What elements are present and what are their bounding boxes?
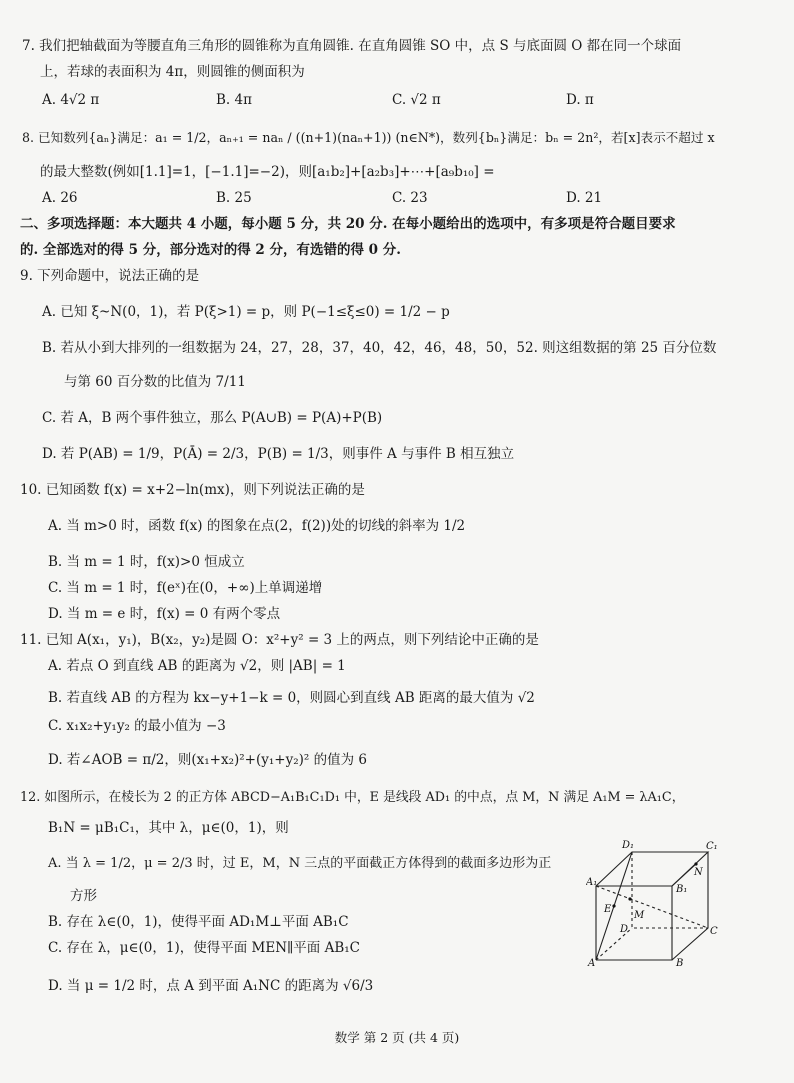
q9-option-d: D. 若 P(AB) = 1/9，P(Ā) = 2/3，P(B) = 1/3，则事件 A 与事件 B 相互独立 [42, 446, 515, 462]
q12-option-d: D. 当 μ = 1/2 时，点 A 到平面 A₁NC 的距离为 √6/3 [48, 978, 374, 994]
q7-option-a: A. 4√2 π [42, 92, 100, 108]
section2-line1: 二、多项选择题：本大题共 4 小题，每小题 5 分，共 20 分. 在每小题给出的选项中，有多项是符合题目要求 [20, 216, 676, 232]
q12-line2: B₁N = μB₁C₁，其中 λ，μ∈(0，1)，则 [48, 820, 289, 836]
q7-option-c: C. √2 π [392, 92, 441, 108]
q8-option-a: A. 26 [42, 190, 78, 206]
section2-line2: 的. 全部选对的得 5 分，部分选对的得 2 分，有选错的得 0 分. [20, 242, 401, 258]
q9-option-b-line2: 与第 60 百分数的比值为 7/11 [64, 374, 246, 390]
q11-option-b: B. 若直线 AB 的方程为 kx−y+1−k = 0，则圆心到直线 AB 距离的最大值为 √2 [48, 690, 535, 706]
q12-option-a-line2: 方形 [70, 888, 97, 904]
q10-stem: 10. 已知函数 f(x) = x+2−ln(mx)，则下列说法正确的是 [20, 482, 365, 498]
q10-option-b: B. 当 m = 1 时，f(x)>0 恒成立 [48, 554, 245, 570]
q12-option-a-line1: A. 当 λ = 1/2，μ = 2/3 时，过 E，M，N 三点的平面截正方体得到的截面多边形为正 [48, 856, 552, 871]
q8-line2: 的最大整数(例如[1.1]=1，[−1.1]=−2)，则[a₁b₂]+[a₂b₃]+⋯+[a₉b₁₀] = [40, 164, 495, 180]
q11-option-a: A. 若点 O 到直线 AB 的距离为 √2，则 |AB| = 1 [48, 658, 346, 674]
q7-option-b: B. 4π [216, 92, 252, 108]
q9-stem: 9. 下列命题中，说法正确的是 [20, 268, 200, 284]
q8-line1: 8. 已知数列{aₙ}满足：a₁ = 1/2，aₙ₊₁ = naₙ / ((n+1)(naₙ+1)) (n∈N*)，数列{bₙ}满足：bₙ = 2n²，若[x]表示不超过 x [22, 130, 715, 145]
q12-option-c: C. 存在 λ，μ∈(0，1)，使得平面 MEN∥平面 AB₁C [48, 940, 360, 956]
label-b1: B₁ [676, 884, 688, 895]
label-d: D [620, 924, 629, 935]
q8-option-c: C. 23 [392, 190, 428, 206]
label-c: C [710, 926, 718, 937]
q7-option-d: D. π [566, 92, 594, 108]
label-m: M [634, 910, 645, 921]
label-e: E [604, 904, 612, 915]
q11-option-d: D. 若∠AOB = π/2，则(x₁+x₂)²+(y₁+y₂)² 的值为 6 [48, 752, 368, 768]
q11-option-c: C. x₁x₂+y₁y₂ 的最小值为 −3 [48, 718, 226, 734]
q9-option-b-line1: B. 若从小到大排列的一组数据为 24，27，28，37，40，42，46，48，50，52. 则这组数据的第 25 百分位数 [42, 340, 717, 356]
q10-option-d: D. 当 m = e 时，f(x) = 0 有两个零点 [48, 606, 281, 622]
point-e [612, 904, 615, 907]
q8-option-b: B. 25 [216, 190, 252, 206]
cube-figure [586, 838, 726, 968]
q7-line2: 上，若球的表面积为 4π，则圆锥的侧面积为 [40, 64, 305, 80]
q9-option-c: C. 若 A，B 两个事件独立，那么 P(A∪B) = P(A)+P(B) [42, 410, 383, 426]
q11-stem: 11. 已知 A(x₁，y₁)，B(x₂，y₂)是圆 O：x²+y² = 3 上的两点，则下列结论中正确的是 [20, 632, 539, 648]
label-d1: D₁ [622, 840, 635, 851]
point-m [628, 897, 631, 900]
q12-option-b: B. 存在 λ∈(0，1)，使得平面 AD₁M⊥平面 AB₁C [48, 914, 349, 930]
label-c1: C₁ [706, 841, 718, 852]
q10-option-c: C. 当 m = 1 时，f(eˣ)在(0，+∞)上单调递增 [48, 580, 323, 596]
q7-line1: 7. 我们把轴截面为等腰直角三角形的圆锥称为直角圆锥. 在直角圆锥 SO 中，点 S 与底面圆 O 都在同一个球面 [22, 38, 682, 54]
label-b: B [676, 958, 684, 968]
q10-option-a: A. 当 m>0 时，函数 f(x) 的图象在点(2，f(2))处的切线的斜率为 1/2 [48, 518, 466, 534]
label-n: N [694, 867, 703, 878]
page-footer: 数学 第 2 页 (共 4 页) [334, 1030, 460, 1045]
label-a: A [588, 958, 596, 968]
label-a1: A₁ [586, 877, 598, 888]
q8-option-d: D. 21 [566, 190, 603, 206]
point-n [694, 862, 697, 865]
segment-b1n [672, 864, 696, 886]
cube-front-face [596, 886, 672, 960]
q9-option-a: A. 已知 ξ~N(0，1)，若 P(ξ>1) = p，则 P(−1≤ξ≤0) = 1/2 − p [42, 304, 450, 320]
q12-line1: 12. 如图所示，在棱长为 2 的正方体 ABCD−A₁B₁C₁D₁ 中，E 是线段 AD₁ 的中点，点 M，N 满足 A₁M = λA₁C， [20, 790, 685, 805]
